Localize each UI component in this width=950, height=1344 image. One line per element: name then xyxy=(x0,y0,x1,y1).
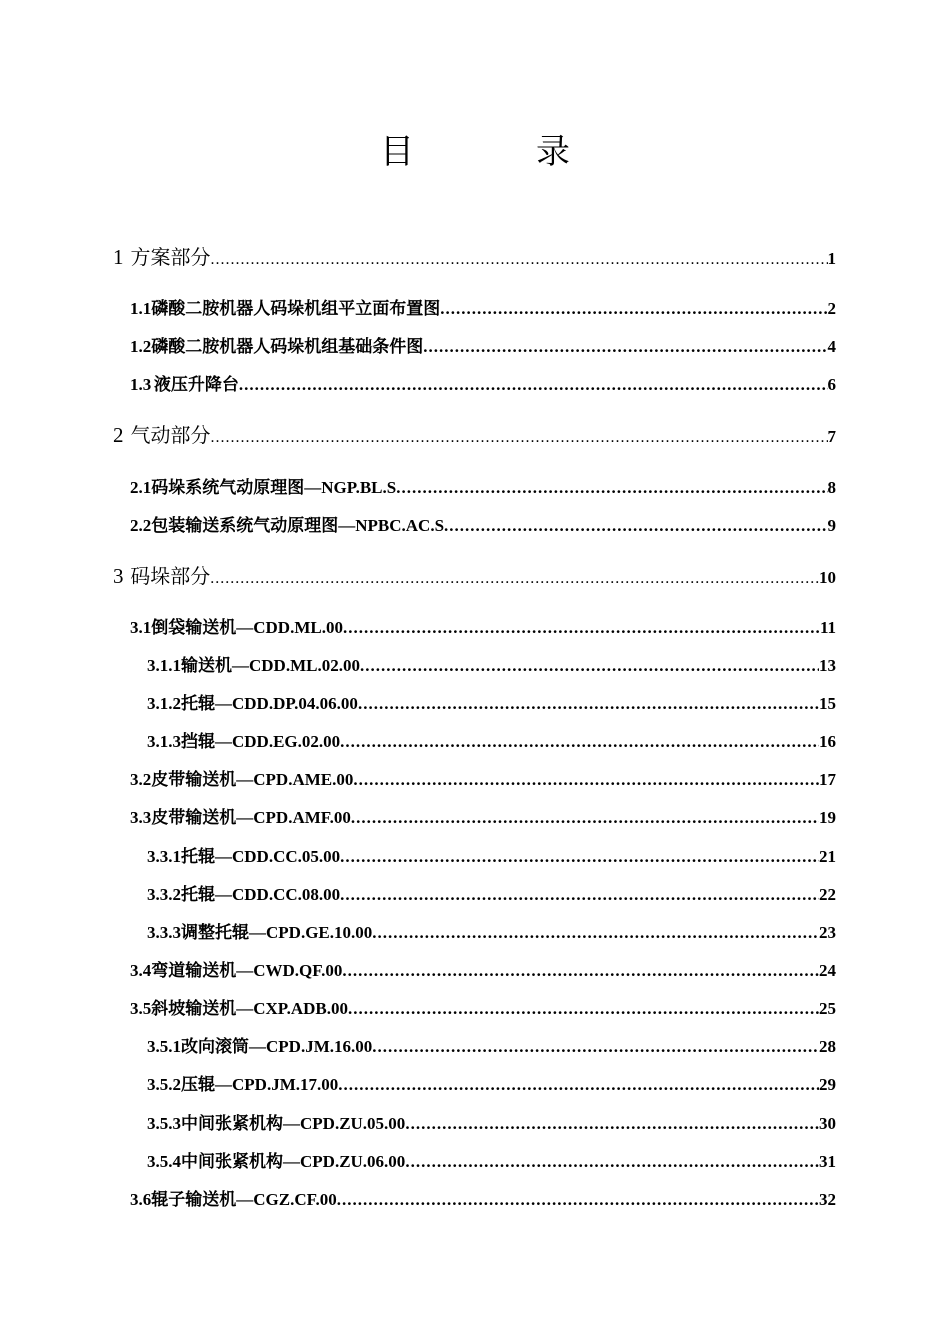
dot-leader xyxy=(353,767,819,793)
toc-entry-title: 挡辊—CDD.EG.02.00 xyxy=(181,732,341,751)
toc-entry-number: 1.2 xyxy=(130,337,152,356)
toc-entry[interactable] xyxy=(130,767,836,793)
dot-leader xyxy=(210,423,827,450)
toc-entry-page: 22 xyxy=(819,885,836,904)
dot-leader xyxy=(372,1034,819,1060)
toc-entry-number: 2.1 xyxy=(130,478,152,497)
toc-entry-number: 2.2 xyxy=(130,516,152,535)
dot-leader xyxy=(210,564,819,591)
dot-leader xyxy=(210,245,827,272)
toc-entry[interactable] xyxy=(113,561,836,591)
toc-entry-page: 25 xyxy=(819,999,836,1018)
toc-entry-title: 皮带输送机—CPD.AME.00 xyxy=(151,770,354,789)
dot-leader xyxy=(358,691,819,717)
dot-leader xyxy=(343,615,820,641)
toc-entry[interactable] xyxy=(147,1149,836,1175)
toc-entry-page: 19 xyxy=(819,808,836,827)
toc-entry[interactable] xyxy=(147,844,836,870)
dot-leader xyxy=(372,920,819,946)
toc-entry-title: 方案部分 xyxy=(130,245,211,269)
toc-entry[interactable] xyxy=(147,729,836,755)
dot-leader xyxy=(348,996,819,1022)
page-title: 目 录 xyxy=(380,132,614,172)
toc-entry-number: 3.5 xyxy=(130,999,152,1018)
toc-entry-number: 3.1.1 xyxy=(147,656,181,675)
toc-entry-page: 6 xyxy=(827,375,836,394)
toc-entry-page: 17 xyxy=(819,770,836,789)
toc-entry-title: 磷酸二胺机器人码垛机组基础条件图 xyxy=(151,337,424,356)
toc-entry[interactable] xyxy=(147,1072,836,1098)
toc-entry-title: 改向滚筒—CPD.JM.16.00 xyxy=(181,1037,373,1056)
dot-leader xyxy=(239,372,828,398)
toc-entry-number: 3.3.2 xyxy=(147,885,181,904)
toc-entry-page: 21 xyxy=(819,847,836,866)
toc-entry-page: 31 xyxy=(819,1152,836,1171)
toc-entry-number: 3.5.2 xyxy=(147,1075,181,1094)
toc-entry[interactable] xyxy=(130,805,836,831)
toc-entry-title: 皮带输送机—CPD.AMF.00 xyxy=(151,808,351,827)
toc-entry-number: 3.5.3 xyxy=(147,1114,181,1133)
toc-entry-title: 中间张紧机构—CPD.ZU.05.00 xyxy=(181,1114,406,1133)
dot-leader xyxy=(440,296,827,322)
dot-leader xyxy=(337,1187,819,1213)
toc-entry[interactable] xyxy=(147,1111,836,1137)
dot-leader xyxy=(396,475,827,501)
dot-leader xyxy=(340,729,819,755)
toc-entry-page: 1 xyxy=(827,249,836,268)
toc-entry[interactable] xyxy=(130,513,836,539)
toc-entry-number: 3.6 xyxy=(130,1190,152,1209)
toc-entry-title: 磷酸二胺机器人码垛机组平立面布置图 xyxy=(151,299,441,318)
toc-entry-number: 1 xyxy=(113,245,124,269)
toc-entry-number: 3.3 xyxy=(130,808,152,827)
toc-entry[interactable] xyxy=(130,958,836,984)
toc-entry-title: 包装输送系统气动原理图—NPBC.AC.S xyxy=(151,516,445,535)
dot-leader xyxy=(340,844,819,870)
toc-entry-number: 3 xyxy=(113,564,124,588)
dot-leader xyxy=(338,1072,819,1098)
toc-entry[interactable] xyxy=(130,996,836,1022)
dot-leader xyxy=(360,653,819,679)
dot-leader xyxy=(405,1149,819,1175)
toc-entry-title: 弯道输送机—CWD.QF.00 xyxy=(151,961,343,980)
toc-entry-title: 托辊—CDD.CC.08.00 xyxy=(181,885,341,904)
toc-entry-page: 15 xyxy=(819,694,836,713)
toc-entry-number: 3.1.3 xyxy=(147,732,181,751)
toc-entry[interactable] xyxy=(130,372,836,398)
toc-entry-page: 7 xyxy=(827,427,836,446)
toc-entry-number: 3.3.1 xyxy=(147,847,181,866)
toc-entry[interactable] xyxy=(130,475,836,501)
toc-entry-number: 1.1 xyxy=(130,299,152,318)
toc-entry-page: 10 xyxy=(819,568,836,587)
toc-entry-page: 29 xyxy=(819,1075,836,1094)
toc-entry-title: 液压升降台 xyxy=(153,375,239,394)
toc-entry-title: 输送机—CDD.ML.02.00 xyxy=(181,656,360,675)
dot-leader xyxy=(405,1111,819,1137)
toc-entry-page: 23 xyxy=(819,923,836,942)
toc-entry-page: 30 xyxy=(819,1114,836,1133)
toc-entry-number: 3.5.1 xyxy=(147,1037,181,1056)
toc-entry-title: 气动部分 xyxy=(130,423,211,447)
toc-entry-page: 13 xyxy=(819,656,836,675)
toc-entry[interactable] xyxy=(147,1034,836,1060)
toc-entry[interactable] xyxy=(130,1187,836,1213)
dot-leader xyxy=(340,882,819,908)
toc-entry-number: 3.3.3 xyxy=(147,923,181,942)
toc-entry-number: 3.1 xyxy=(130,618,152,637)
toc-entry[interactable] xyxy=(147,691,836,717)
toc-entry-title: 压辊—CPD.JM.17.00 xyxy=(181,1075,339,1094)
toc-entry-title: 斜坡输送机—CXP.ADB.00 xyxy=(151,999,349,1018)
toc-entry[interactable] xyxy=(130,334,836,360)
toc-entry[interactable] xyxy=(130,296,836,322)
toc-entry-title: 托辊—CDD.DP.04.06.00 xyxy=(181,694,358,713)
toc-entry-number: 3.2 xyxy=(130,770,152,789)
toc-entry-title: 托辊—CDD.CC.05.00 xyxy=(181,847,341,866)
toc-entry-page: 28 xyxy=(819,1037,836,1056)
toc-entry-page: 32 xyxy=(819,1190,836,1209)
toc-entry-page: 24 xyxy=(819,961,836,980)
toc-entry-page: 2 xyxy=(827,299,836,318)
toc-entry[interactable] xyxy=(113,420,836,450)
dot-leader xyxy=(342,958,819,984)
dot-leader xyxy=(444,513,827,539)
toc-entry-title: 码垛部分 xyxy=(130,564,211,588)
toc-entry[interactable] xyxy=(147,653,836,679)
toc-entry-page: 9 xyxy=(827,516,836,535)
toc-entry[interactable] xyxy=(113,242,836,272)
dot-leader xyxy=(351,805,819,831)
toc-entry-page: 16 xyxy=(819,732,836,751)
toc-entry-title: 调整托辊—CPD.GE.10.00 xyxy=(181,923,373,942)
toc-entry-number: 3.1.2 xyxy=(147,694,181,713)
toc-entry-title: 中间张紧机构—CPD.ZU.06.00 xyxy=(181,1152,406,1171)
dot-leader xyxy=(423,334,827,360)
toc-entry-number: 1.3 xyxy=(130,375,152,394)
toc-entry[interactable] xyxy=(147,882,836,908)
toc-entry[interactable] xyxy=(130,615,836,641)
toc-entry[interactable] xyxy=(147,920,836,946)
toc-entry-number: 3.5.4 xyxy=(147,1152,181,1171)
toc-entry-page: 11 xyxy=(819,618,836,637)
toc-entry-number: 3.4 xyxy=(130,961,152,980)
toc-entry-title: 码垛系统气动原理图—NGP.BL.S xyxy=(151,478,397,497)
toc-entry-page: 8 xyxy=(827,478,836,497)
toc-entry-title: 倒袋输送机—CDD.ML.00 xyxy=(151,618,343,637)
toc-entry-number: 2 xyxy=(113,423,124,447)
toc-entry-page: 4 xyxy=(827,337,836,356)
toc-entry-title: 辊子输送机—CGZ.CF.00 xyxy=(151,1190,337,1209)
